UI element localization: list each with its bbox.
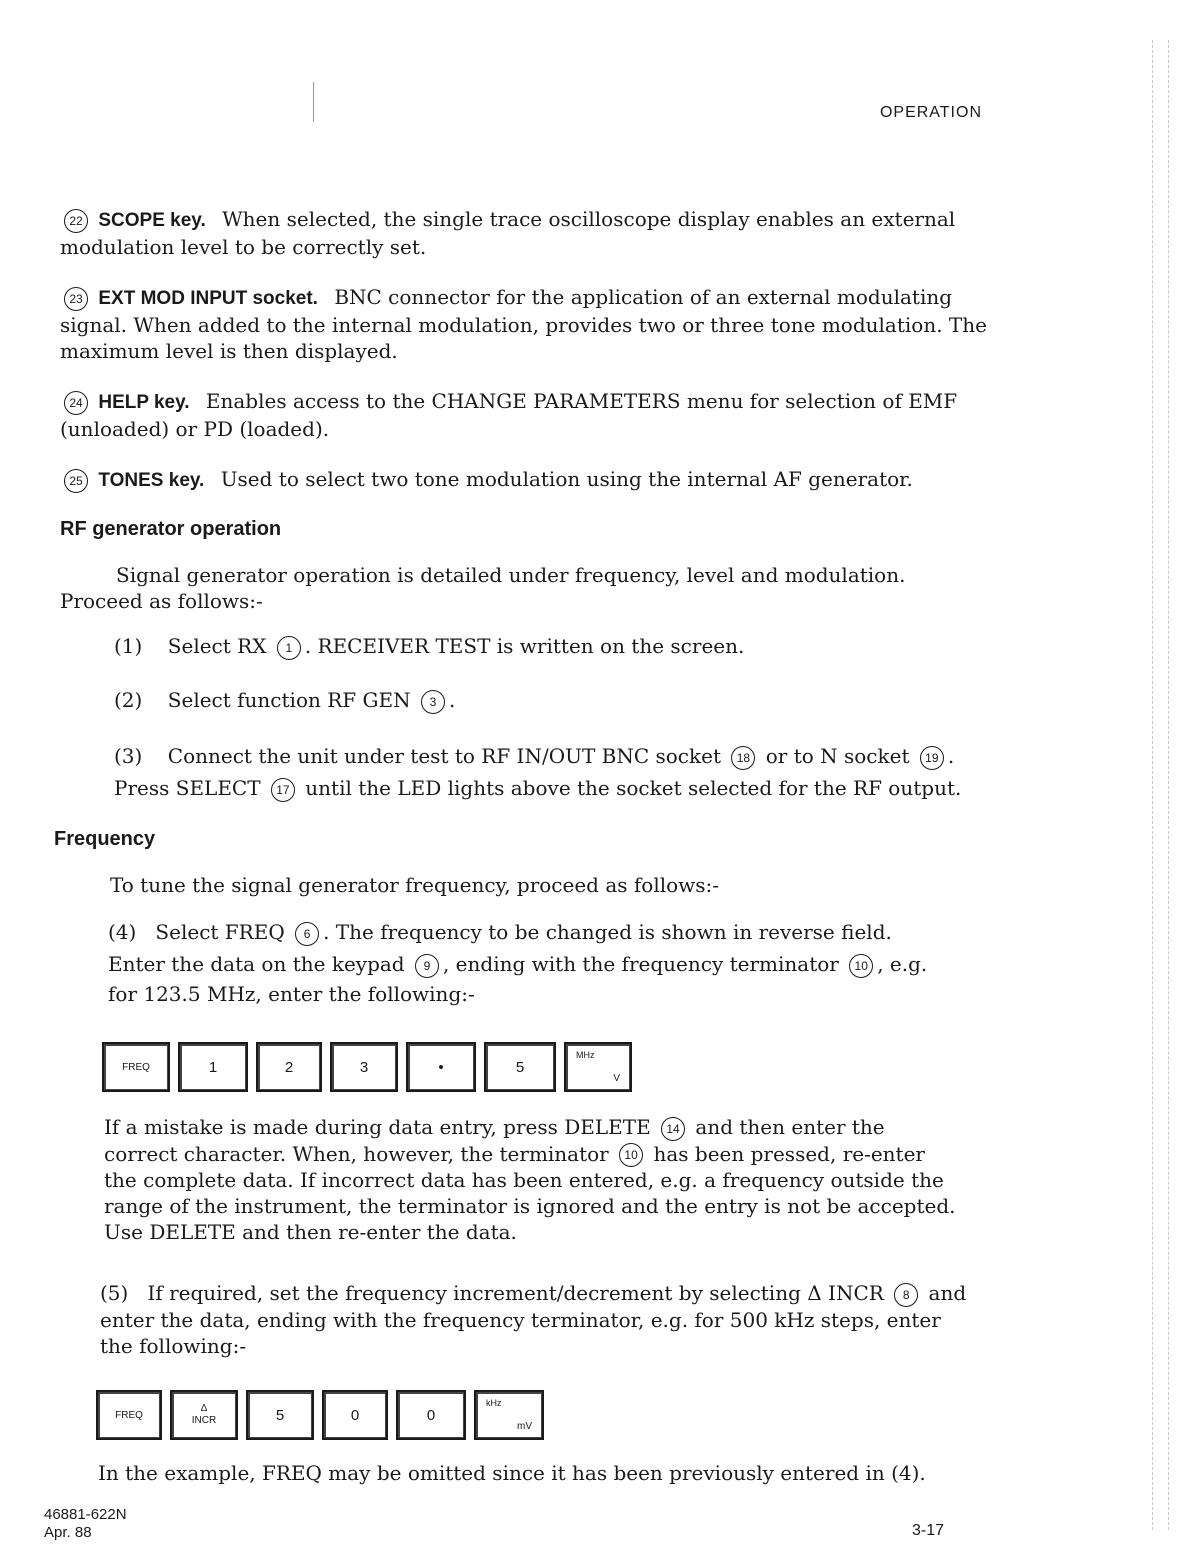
callout-6: 6 [295,922,319,946]
key-sequence-500-khz [96,1390,544,1440]
item-text: When selected, the single trace oscilloscope display enables an external modulation level to be correctly set. [60,207,956,259]
binding-mark [1152,40,1153,1530]
step-3 [114,742,994,802]
digit-5-key[interactable] [484,1042,556,1092]
step-text: Select FREQ [155,920,285,944]
step-text: . RECEIVER TEST is written on the screen. [304,634,745,658]
callout-9: 9 [415,954,439,978]
para-text: and then enter the [695,1115,885,1139]
callout-18: 18 [731,746,755,770]
callout-19: 19 [920,746,944,770]
callout-10: 10 [849,954,873,978]
rf-intro [60,562,940,614]
item-text: Enables access to the CHANGE PARAMETERS menu for selection of EMF (unloaded) or PD (loaded). [60,389,958,441]
callout-1: 1 [277,636,301,660]
key-label-bottom: INCR [191,1415,217,1426]
key-label-top: kHz [486,1398,502,1408]
item-label: HELP key. [98,392,190,413]
step-2 [114,686,455,714]
callout-3: 3 [421,690,445,714]
step-text: . [947,744,955,768]
step-text: until the LED lights above the socket selected for the RF output. [305,776,962,800]
callout-23: 23 [64,287,88,311]
step-text: Press SELECT [114,776,261,800]
key-label-top: Δ [200,1403,208,1414]
item-text: Used to select two tone modulation using the internal AF generator. [220,467,913,491]
step-1 [114,632,744,660]
decimal-point-key[interactable] [406,1042,476,1092]
digit-5-key[interactable] [246,1390,314,1440]
closing-note: In the example, FREQ may be omitted since it has been previously entered in (4). [98,1461,926,1485]
step-text: Select RX [167,634,267,658]
para-text: has been pressed, re-enter [653,1141,925,1166]
step-text: Enter the data on the keypad [108,952,405,976]
step-number: (5) [100,1281,129,1305]
callout-24: 24 [64,391,88,415]
digit-3-key[interactable] [330,1042,398,1092]
mistake-paragraph [104,1114,966,1245]
key-label: 0 [426,1406,436,1424]
step-text: . [448,688,456,712]
frequency-intro: To tune the signal generator frequency, proceed as follows:- [110,873,720,897]
callout-25: 25 [64,469,88,493]
khz-terminator-key[interactable] [474,1390,544,1440]
section-header: OPERATION [879,104,982,121]
publication-date: Apr. 88 [44,1524,92,1541]
key-label: 5 [275,1406,285,1424]
item-tones-key [60,466,1000,494]
key-sequence-123-5-mhz [102,1042,632,1092]
step-number: (2) [114,688,143,712]
freq-key[interactable] [102,1042,170,1092]
callout-22: 22 [64,209,88,233]
item-scope-key [60,206,990,260]
key-label-bottom: mV [517,1421,532,1432]
digit-1-key[interactable] [178,1042,248,1092]
digit-0-key[interactable] [396,1390,466,1440]
step-4 [108,918,988,1008]
para-text: the complete data. If incorrect data has been entered, e.g. a frequency outside the range of the instrument, the terminator is ignored and the entry is not be accepted. Use DELETE and then re-enter the data. [104,1168,956,1244]
heading-frequency: Frequency [54,828,156,850]
freq-key[interactable] [96,1390,162,1440]
step-number: (3) [114,744,143,768]
page-number: 3-17 [912,1522,945,1539]
callout-14: 14 [661,1117,685,1141]
key-label: 0 [350,1406,360,1424]
item-label: TONES key. [98,470,205,491]
step-text: If required, set the frequency increment/decrement by selecting Δ INCR [147,1281,884,1305]
step-text: Connect the unit under test to RF IN/OUT BNC socket [167,744,722,768]
rf-intro-text: Signal generator operation is detailed under frequency, level and modulation. Proceed as follows:- [60,563,906,613]
heading-rf-generator: RF generator operation [60,518,282,540]
step-5 [100,1280,970,1359]
binding-mark [1168,40,1169,1530]
key-label: 2 [284,1058,294,1076]
step-text: , e.g. [877,952,928,976]
margin-mark [313,82,314,122]
step-text: or to N socket [765,744,910,768]
key-label: • [438,1058,444,1076]
delta-incr-key[interactable] [170,1390,238,1440]
mhz-terminator-key[interactable] [564,1042,632,1092]
key-label: 1 [208,1058,218,1076]
key-label-top: MHz [576,1050,595,1060]
key-label: 3 [359,1058,369,1076]
para-text: If a mistake is made during data entry, press DELETE [104,1115,651,1139]
key-label: FREQ [122,1061,150,1073]
key-label: FREQ [115,1409,143,1421]
digit-0-key[interactable] [322,1390,388,1440]
para-text: correct character. When, however, the terminator [104,1141,609,1166]
key-label-bottom: V [613,1073,620,1084]
item-help-key [60,388,990,442]
step-text: . The frequency to be changed is shown in reverse field. [323,920,892,944]
item-label: EXT MOD INPUT socket. [98,288,318,309]
document-number: 46881-622N [44,1506,127,1523]
callout-10: 10 [619,1143,643,1167]
item-ext-mod-input [60,284,990,364]
item-text: BNC connector for the application of an external modulating signal. When added to the internal modulation, provides two or three tone modulation. The maximum level is then displayed. [60,285,987,363]
step-text: for 123.5 MHz, enter the following:- [108,982,475,1006]
digit-2-key[interactable] [256,1042,322,1092]
item-label: SCOPE key. [98,210,206,231]
step-number: (4) [108,920,137,944]
step-text: Select function RF GEN [167,688,411,712]
footer-doc-info [44,1506,127,1542]
key-label: 5 [515,1058,525,1076]
callout-8: 8 [894,1283,918,1307]
step-number: (1) [114,634,143,658]
step-text: , ending with the frequency terminator [442,952,839,976]
callout-17: 17 [271,778,295,802]
step-text: and enter the data, ending with the frequency terminator, e.g. for 500 kHz steps, enter the following:- [100,1281,967,1358]
